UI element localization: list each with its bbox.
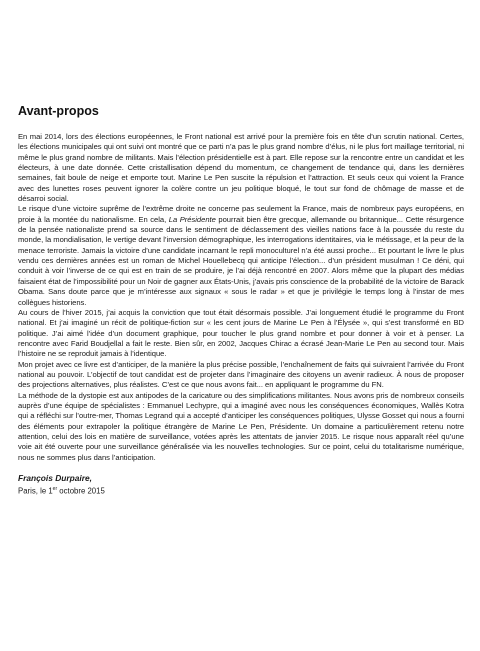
paragraph-5: La méthode de la dystopie est aux antipodes de la caricature ou des simplifications militantes. Nous avons pris de nombreux conseils auprès d’une équipe de spécialistes : Emmanuel Lechypre, qui a imaginé avec nous les conséquences économiques, Wallès Kotra qui a réfléchi sur l’outre-mer, Thomas Legrand qui a accepté d’anticiper les conséquences politiques, Ulysse Gosset qui nous a fourni des éléments pour extrapoler la politique étrangère de Marine Le Pen, Présidente. Un domaine a particulièrement retenu notre attention, celui des lois en matière de surveillance, votées après les attentats de janvier 2015. Le risque nous apparaît réel qu’une voie ait été ouverte pour une surveillance généralisée via les nouvelles technologies. Sur ce point, celui du totalitarisme numérique, nous ne sommes plus dans l’anticipation.: [18, 390, 464, 462]
signature-block: [18, 473, 464, 497]
date-prefix: Paris, le 1: [18, 486, 53, 496]
signature-date: [18, 484, 464, 497]
paragraph-3: Au cours de l’hiver 2015, j’ai acquis la conviction que tout était désormais possible. J’ai longuement étudié le programme du Front national. Et j’ai imaginé un récit de politique-fiction sur « les cent jours de Marine Le Pen à l’Élysée », qui s’est transformé en BD politique. J’ai aimé l’idée d’un document graphique, pour toucher le plus grand nombre et pour donner à voir et à penser. La rencontre avec Farid Boudjellal a fait le reste. Bien sûr, en 2002, Jacques Chirac a écrasé Jean-Marie Le Pen au second tour. Mais l’histoire ne se reproduit jamais à l’identique.: [18, 307, 464, 359]
page-title: Avant-propos: [18, 104, 99, 118]
book-title: La Présidente: [168, 214, 216, 224]
paragraph-1: En mai 2014, lors des élections européennes, le Front national est arrivé pour la première fois en tête d’un scrutin national. Certes, les élections municipales qui ont suivi ont montré que ce parti n’a pas le plus grand nombre d’élus, ni le plus fort maillage territorial, ni même le plus grand nombre de militants. Mais l’élection présidentielle est à part. Elle repose sur la rencontre entre un candidat et les électeurs, à une date donnée. Cette cristallisation dépend du momentum, ce changement de tendance qui, dans les dernières semaines, fait boule de neige et emporte tout. Marine Le Pen suscite la répulsion et l’attraction. Et seuls ceux qui voient la France avec des lunettes roses peuvent ignorer la colère contre un jeu politique bloqué, le tout sur fond de chômage de masse et de désarroi social.: [18, 132, 464, 204]
paragraph-4: Mon projet avec ce livre est d’anticiper, de la manière la plus précise possible, l’enchaînement de faits qui suivraient l’arrivée du Front national au pouvoir. L’objectif de tout candidat est de projeter dans l’imaginaire des citoyens un avenir radieux. À nous de proposer des projections alternatives, plus réalistes. C’est ce que nous avons fait... en appliquant le programme du FN.: [18, 359, 464, 390]
date-suffix: octobre 2015: [57, 486, 105, 496]
document-page: [18, 104, 464, 497]
date-ordinal: er: [52, 486, 58, 492]
paragraph-2: Le risque d’une victoire suprême de l’extrême droite ne concerne pas seulement la France, mais de nombreux pays européens, en proie à la montée du nationalisme. En cela, La Présidente pourrait bien être grecque, allemande ou britannique... Cette résurgence de la pensée nationaliste prend sa source dans le sentiment de déclassement des vieilles nations face à la poussée du reste du monde, la mondialisation, le vertige devant l’inversion démographique, les interrogations identitaires, via le métissage, et la peur de la menace terroriste. Jamais la victoire d’une candidate incarnant le repli monoculturel n’a été aussi proche... Et pourtant le livre le plus vendu ces dernières années est un roman de Michel Houellebecq qui anticipe l’élection... d’un président musulman ! Ce déni, qui conduit à voir l’inverse de ce qui est en train de se produire, je l’ai déjà rencontré en 2007. Alors même que la plupart des médias faisaient état de l’impossibilité pour un Noir de gagner aux États-Unis, j’avais pris conscience de la probabilité de la victoire de Barack Obama. Sans doute parce que je m’intéresse aux signaux « sous le radar » et que je privilégie le temps long à l’instar de mes collègues historiens.: [18, 204, 464, 307]
author-name: François Durpaire,: [18, 473, 93, 483]
